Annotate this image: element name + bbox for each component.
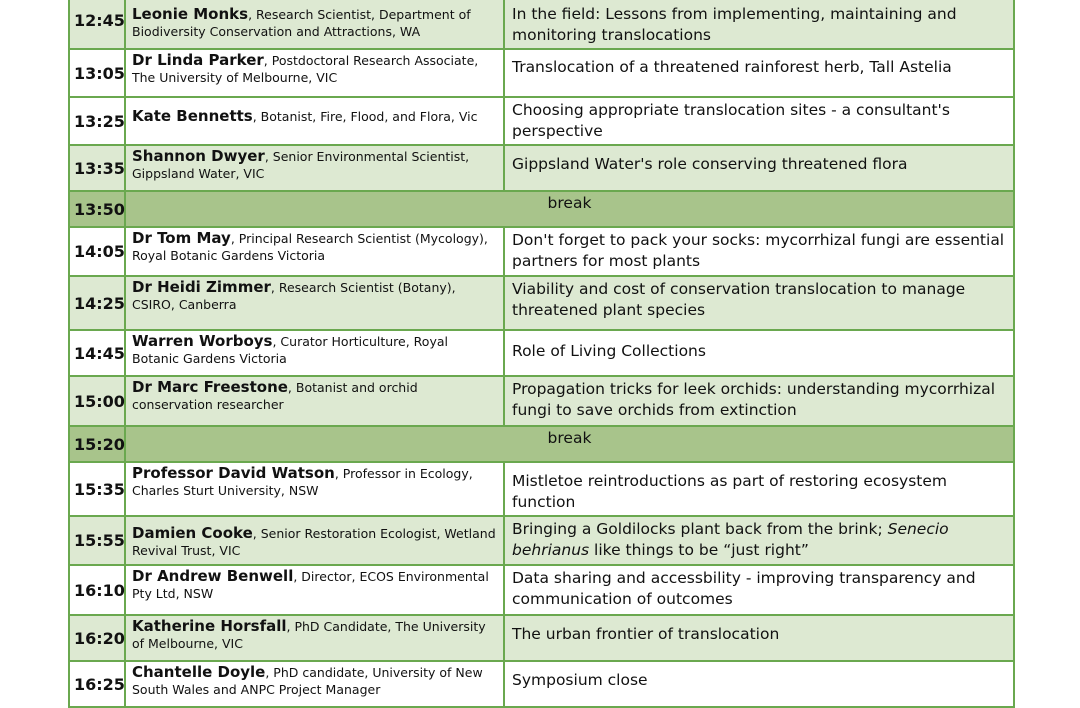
time-cell: 16:20 — [69, 615, 125, 661]
time-cell: 15:35 — [69, 462, 125, 516]
time-cell: 14:25 — [69, 276, 125, 330]
speaker-cell — [125, 49, 504, 97]
speaker-name: Dr Linda Parker — [132, 51, 264, 69]
time-cell: 14:05 — [69, 227, 125, 276]
talk-title-text: Bringing a Goldilocks plant back from the brink; — [512, 520, 888, 538]
talk-title-cell: Gippsland Water's role conserving threatened flora — [504, 145, 1014, 191]
time-cell: 15:55 — [69, 516, 125, 565]
speaker-cell — [125, 227, 504, 276]
table-row — [69, 615, 1014, 661]
talk-title-cell: Viability and cost of conservation translocation to manage threatened plant species — [504, 276, 1014, 330]
program-table — [68, 0, 1015, 708]
speaker-affiliation: , Principal Research Scientist (Mycology), Royal Botanic Gardens Victoria — [132, 231, 488, 263]
speaker-affiliation: , Research Scientist, Department of Biodiversity Conservation and Attractions, WA — [132, 7, 471, 39]
table-row — [69, 49, 1014, 97]
speaker-name: Dr Tom May — [132, 229, 231, 247]
table-row — [69, 376, 1014, 426]
table-row — [69, 330, 1014, 376]
table-row — [69, 276, 1014, 330]
speaker-cell — [125, 462, 504, 516]
time-cell: 15:20 — [69, 426, 125, 462]
talk-title-text: like things to be “just right” — [589, 541, 809, 559]
speaker-name: Dr Andrew Benwell — [132, 567, 294, 585]
speaker-affiliation: , Postdoctoral Research Associate, The University of Melbourne, VIC — [132, 53, 479, 85]
break-row — [69, 191, 1014, 227]
table-row — [69, 145, 1014, 191]
time-cell: 13:25 — [69, 97, 125, 145]
table-row — [69, 516, 1014, 565]
speaker-cell — [125, 276, 504, 330]
time-cell: 13:35 — [69, 145, 125, 191]
break-row — [69, 426, 1014, 462]
speaker-name: Dr Heidi Zimmer — [132, 278, 271, 296]
talk-title-cell: Propagation tricks for leek orchids: understanding mycorrhizal fungi to save orchids from extinction — [504, 376, 1014, 426]
speaker-cell — [125, 516, 504, 565]
table-row — [69, 462, 1014, 516]
talk-title-cell: The urban frontier of translocation — [504, 615, 1014, 661]
speaker-name: Chantelle Doyle — [132, 663, 266, 681]
speaker-affiliation: , Director, ECOS Environmental Pty Ltd, NSW — [132, 569, 489, 601]
time-cell: 13:05 — [69, 49, 125, 97]
time-cell: 12:45 — [69, 0, 125, 49]
speaker-affiliation: , PhD candidate, University of New South Wales and ANPC Project Manager — [132, 665, 483, 697]
speaker-affiliation: , PhD Candidate, The University of Melbourne, VIC — [132, 619, 486, 651]
talk-title-cell: Translocation of a threatened rainforest herb, Tall Astelia — [504, 49, 1014, 97]
talk-title-cell: Data sharing and accessbility - improving transparency and communication of outcomes — [504, 565, 1014, 615]
table-row — [69, 0, 1014, 49]
talk-title-cell: Choosing appropriate translocation sites - a consultant's perspective — [504, 97, 1014, 145]
talk-title-cell: Mistletoe reintroductions as part of restoring ecosystem function — [504, 462, 1014, 516]
table-row — [69, 661, 1014, 707]
table-row — [69, 565, 1014, 615]
speaker-cell — [125, 145, 504, 191]
speaker-name: Damien Cooke — [132, 524, 253, 542]
time-cell: 16:10 — [69, 565, 125, 615]
speaker-affiliation: , Curator Horticulture, Royal Botanic Gardens Victoria — [132, 334, 448, 366]
break-label: break — [125, 426, 1014, 462]
speaker-affiliation: , Senior Environmental Scientist, Gippsland Water, VIC — [132, 149, 470, 181]
table-row — [69, 97, 1014, 145]
speaker-cell — [125, 615, 504, 661]
speaker-name: Warren Worboys — [132, 332, 273, 350]
time-cell: 14:45 — [69, 330, 125, 376]
speaker-affiliation: , Botanist, Fire, Flood, and Flora, Vic — [252, 109, 478, 124]
talk-title-cell: Don't forget to pack your socks: mycorrhizal fungi are essential partners for most plants — [504, 227, 1014, 276]
time-cell: 16:25 — [69, 661, 125, 707]
speaker-cell — [125, 661, 504, 707]
talk-title-cell: In the field: Lessons from implementing, maintaining and monitoring translocations — [504, 0, 1014, 49]
speaker-name: Katherine Horsfall — [132, 617, 287, 635]
talk-title-cell: Symposium close — [504, 661, 1014, 707]
speaker-cell — [125, 376, 504, 426]
speaker-name: Dr Marc Freestone — [132, 378, 288, 396]
speaker-cell — [125, 330, 504, 376]
table-row — [69, 227, 1014, 276]
speaker-cell — [125, 97, 504, 145]
speaker-cell — [125, 565, 504, 615]
time-cell: 13:50 — [69, 191, 125, 227]
speaker-cell — [125, 0, 504, 49]
speaker-name: Kate Bennetts — [132, 107, 253, 125]
speaker-name: Shannon Dwyer — [132, 147, 265, 165]
speaker-affiliation: , Research Scientist (Botany), CSIRO, Canberra — [132, 280, 456, 312]
speaker-name: Professor David Watson — [132, 464, 335, 482]
speaker-affiliation: , Botanist and orchid conservation researcher — [132, 380, 418, 412]
species-name: Senecio behrianus — [512, 520, 949, 559]
talk-title-cell — [504, 516, 1014, 565]
speaker-affiliation: , Senior Restoration Ecologist, Wetland Revival Trust, VIC — [132, 526, 496, 558]
time-cell: 15:00 — [69, 376, 125, 426]
speaker-name: Leonie Monks — [132, 5, 249, 23]
talk-title-cell: Role of Living Collections — [504, 330, 1014, 376]
speaker-affiliation: , Professor in Ecology, Charles Sturt University, NSW — [132, 466, 473, 498]
break-label: break — [125, 191, 1014, 227]
